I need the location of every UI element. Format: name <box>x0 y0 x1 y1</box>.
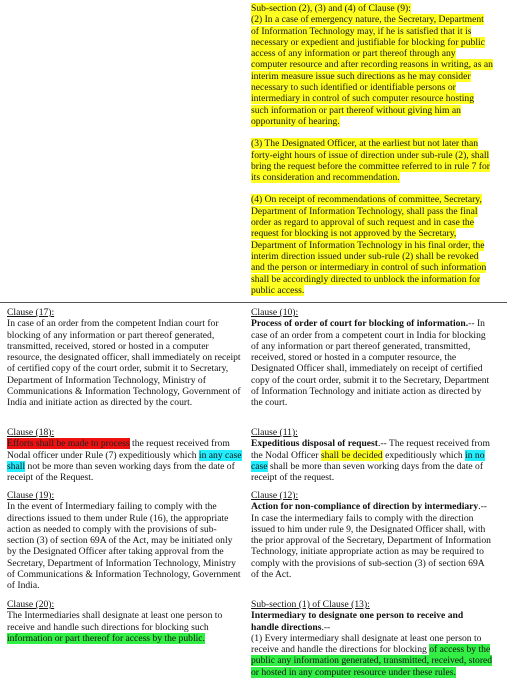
left-clause-17 <box>7 307 243 409</box>
left-clause-19 <box>7 490 243 592</box>
clause-heading: Clause (18): <box>7 427 55 438</box>
left-clause-18 <box>7 427 243 483</box>
clause-body <box>7 438 243 483</box>
top-section <box>251 3 493 296</box>
clause-heading: Clause (19): <box>7 490 55 501</box>
clause-heading: Sub-section (1) of Clause (13): <box>251 599 370 610</box>
highlight-cyan: in any case shall <box>7 449 242 472</box>
clause-body: In the event of Intermediary failing to comply with the directions issued to them under Rule (16), the appropriate action as needed to comply with the provisions of sub-section (3) of section 69A of the Act, may be initiated only by the Designated Officer after taking approval from the Secretary, Department of Information Technology, Ministry of Communications & Information Technology, Government of India. <box>7 501 241 592</box>
clause-title: Intermediary to designate one person to receive and handle directions <box>251 610 464 633</box>
clause-heading: Clause (10): <box>251 307 299 318</box>
clause-body <box>251 633 493 678</box>
clause-body <box>251 318 493 408</box>
highlight-green: of access by the public any information generated, transmitted, received, stored or hosted in any computer resource under these rules. <box>251 644 493 678</box>
clause-heading: Clause (17): <box>7 307 55 318</box>
highlight-cyan: in no case <box>251 449 485 472</box>
top-heading: Sub-section (2), (3) and (4) of Clause (9): <box>251 3 411 14</box>
top-para-2: (2) In a case of emergency nature, the Secretary, Department of Information Technology may, if he is satisfied that it is necessary or expedient and justifiable for blocking for public access of any information or part thereof through any computer resource and after recording reasons in writing, as an interim measure issue such directions as he may consider necessary to such identified or identifiable persons or intermediary in control of such computer resource hosting such information or part thereof without giving him an opportunity of hearing. <box>251 14 493 127</box>
clause-body <box>251 501 493 580</box>
right-clause-12 <box>251 490 493 580</box>
clause-title: Action for non-compliance of direction by intermediary <box>251 501 479 513</box>
highlight-red: Efforts shall be made to process <box>7 438 130 450</box>
clause-body <box>251 610 493 633</box>
highlight-yellow: shall be decided <box>320 449 383 461</box>
clause-heading: Clause (11): <box>251 427 298 438</box>
clause-title: Expeditious disposal of request <box>251 438 378 450</box>
clause-body <box>7 610 243 644</box>
clause-heading: Clause (20): <box>7 599 55 610</box>
clause-text: not be more than seven working days from the date of receipt of the Request. <box>7 460 235 484</box>
clause-text: The Intermediaries shall designate at least one person to receive and handle such directions for blocking such <box>7 610 223 633</box>
clause-text: .-- In case the intermediary fails to comply with the direction issued to him under rule 9, the Designated Officer shall, with the prior approval of the Secretary, Department of Information Technology, initiate appropriate action as may be required to comply with the provisions of sub-section (3) of section 69A of the Act. <box>251 501 491 581</box>
top-para-4: (4) On receipt of recommendations of committee, Secretary, Department of Information Technology, shall pass the final order as regard to approval of such request and in case the request for blocking is not approved by the Secretary, Department of Information Technology in his final order, the interim direction issued under sub-rule (2) shall be revoked and the person or intermediary in control of such information shall be accordingly directed to unblock the information for public access. <box>251 194 487 296</box>
right-clause-11 <box>251 427 493 483</box>
left-clause-20 <box>7 599 243 644</box>
right-clause-13 <box>251 599 493 678</box>
clause-heading: Clause (12): <box>251 490 299 501</box>
section-divider <box>0 302 507 303</box>
top-para-3: (3) The Designated Officer, at the earliest but not later than forty-eight hours of issue of direction under sub-rule (2), shall bring the request before the committee referred to in rule 7 for its consideration and recommendation. <box>251 138 490 184</box>
clause-text: .-- <box>321 621 331 633</box>
clause-text: shall be more than seven working days from the date of receipt of the request. <box>251 460 484 484</box>
right-clause-10 <box>251 307 493 409</box>
clause-title: Process of order of court for blocking of information. <box>251 318 469 330</box>
clause-text: -- In case of an order from a competent court in India for blocking of any information or part thereof generated, transmitted, received, stored or hosted in a computer resource, the Designated Officer shall, immediately on receipt of certified copy of the court order, submit it to the Secretary, Department of Information Technology and initiate action as directed by the court. <box>251 318 490 409</box>
clause-body <box>251 438 493 483</box>
clause-text: expeditiously which <box>382 449 466 461</box>
clause-text: the request received from Nodal officer under Rule (7) expeditiously which <box>7 438 230 461</box>
clause-text: (1) Every intermediary shall designate at least one person to receive and handle the directions for blocking <box>251 632 482 656</box>
highlight-green: information or part thereof for access by the public. <box>7 632 205 644</box>
clause-body: In case of an order from the competent Indian court for blocking of any information or part thereof generated, transmitted, received, stored or hosted in a computer resource, the designated officer, shall immediately on receipt of certified copy of the court order, submit it to Secretary, Department of Information Technology, Ministry of Communications & Information Technology, Government of India and initiate action as directed by the court. <box>7 318 241 409</box>
clause-text: .-- The request received from the Nodal Officer <box>251 438 490 461</box>
